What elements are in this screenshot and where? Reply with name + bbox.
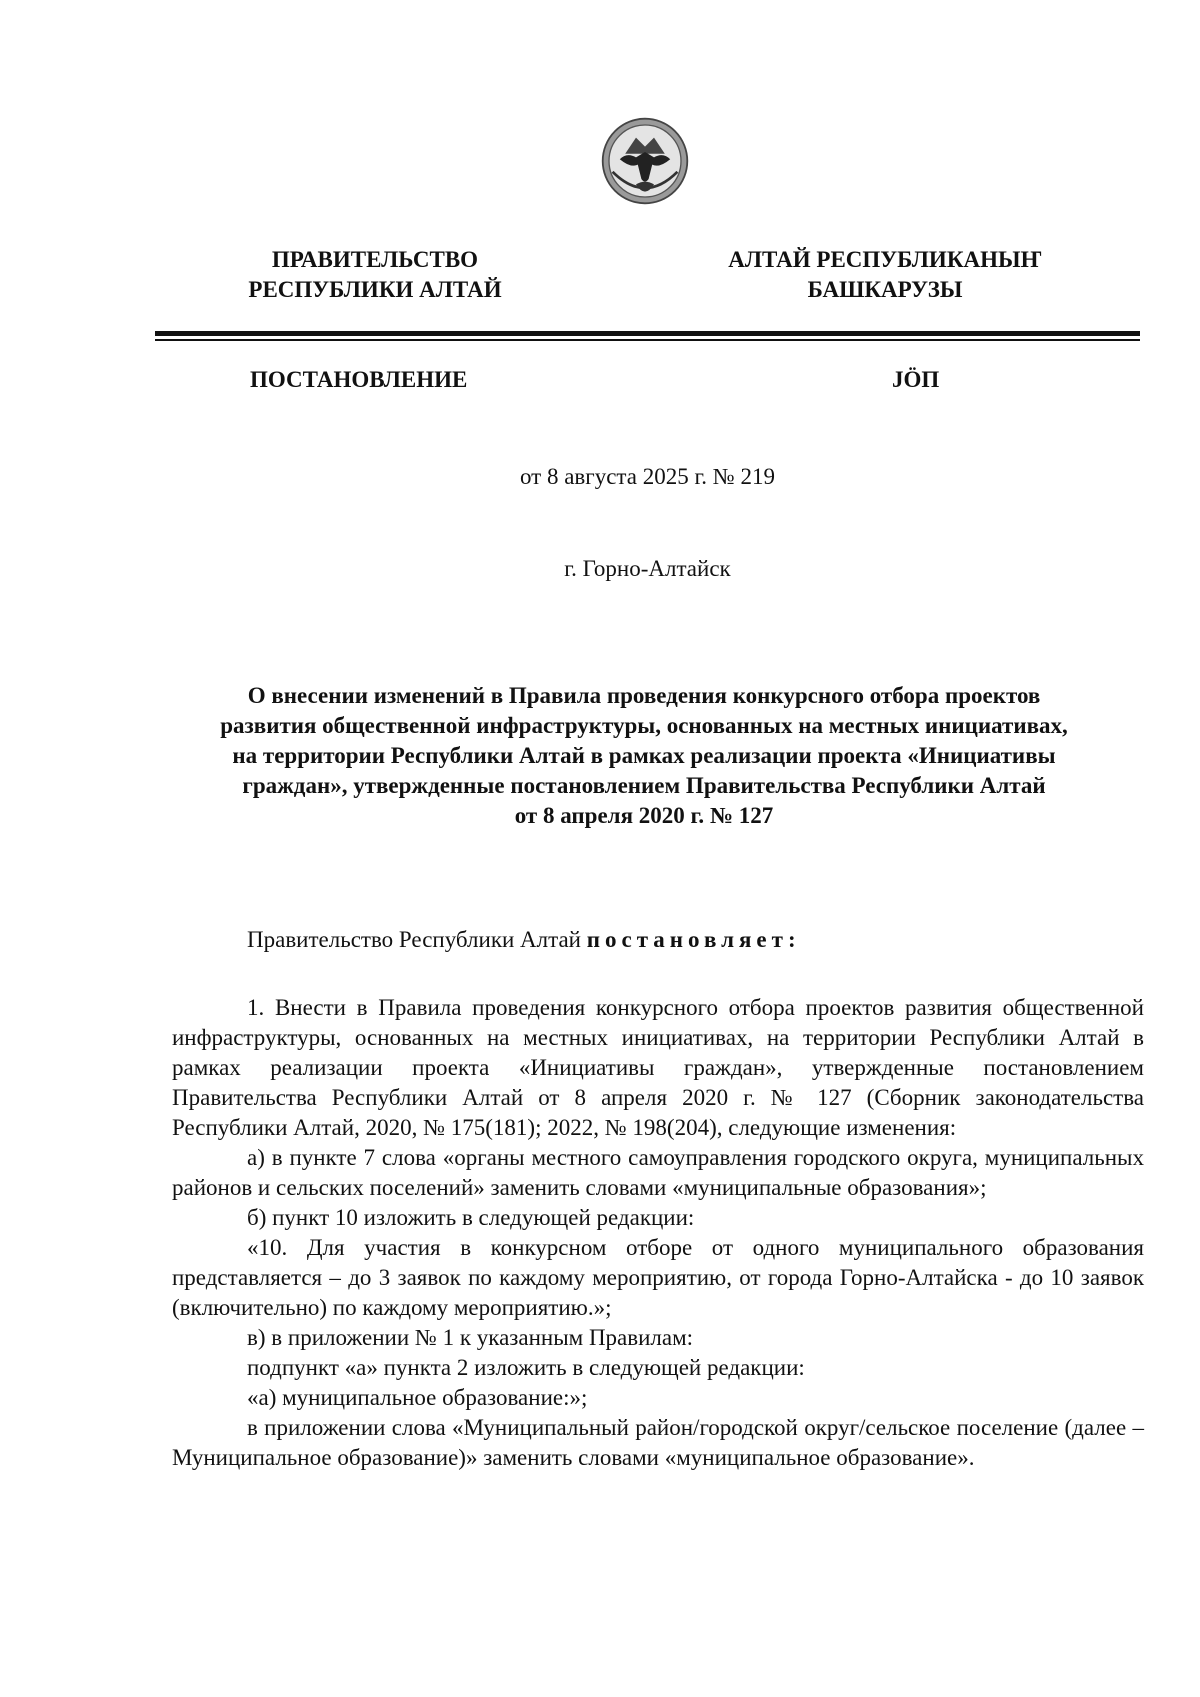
org-name-altai-line1: АЛТАЙ РЕСПУБЛИКАНЫҤ — [728, 247, 1042, 272]
org-name-russian-line2: РЕСПУБЛИКИ АЛТАЙ — [248, 277, 502, 302]
org-name-altai-line2: БАШКАРУЗЫ — [807, 277, 963, 302]
paragraph-a: а) в пункте 7 слова «органы местного самоуправления городского округа, муниципальных районов и сельских поселений» заменить словами «муниципальные образования»; — [172, 1145, 1144, 1200]
org-name-russian — [160, 245, 590, 305]
title-line: на территории Республики Алтай в рамках реализации проекта «Инициативы — [232, 743, 1056, 768]
header-divider-thick — [155, 331, 1140, 336]
paragraph-v-sub2: в приложении слова «Муниципальный район/городской округ/сельское поселение (далее – Муниципальное образование)» заменить словами «муниципальное образование». — [172, 1415, 1144, 1470]
org-name-altai — [690, 245, 1080, 305]
document-body — [172, 925, 1144, 1473]
resolution-lead — [172, 925, 1144, 955]
header-divider-thin — [155, 339, 1140, 341]
paragraph-b-text: «10. Для участия в конкурсном отборе от одного муниципального образования представляется – до 3 заявок по каждому мероприятию, от города Горно-Алтайска - до 10 заявок (включительно) по каждому мероприятию.»; — [172, 1235, 1144, 1320]
paragraph-b: б) пункт 10 изложить в следующей редакции: — [247, 1205, 695, 1230]
paragraph-v-sub1: подпункт «а» пункта 2 изложить в следующей редакции: — [247, 1355, 805, 1380]
org-name-russian-line1: ПРАВИТЕЛЬСТВО — [271, 247, 479, 272]
document-date-number: от 8 августа 2025 г. № 219 — [519, 464, 776, 489]
resolution-lead-text: Правительство Республики Алтай — [247, 927, 587, 952]
paragraph-v-sub1-text: «а) муниципальное образование:»; — [247, 1385, 588, 1410]
altai-republic-emblem-icon — [600, 116, 690, 206]
doc-type-altai: JÖП — [892, 367, 940, 392]
title-line: граждан», утвержденные постановлением Правительства Республики Алтай — [242, 773, 1046, 798]
title-line: развития общественной инфраструктуры, основанных на местных инициативах, — [220, 713, 1068, 738]
doc-type-russian: ПОСТАНОВЛЕНИЕ — [250, 367, 468, 392]
paragraph-v: в) в приложении № 1 к указанным Правилам: — [247, 1325, 694, 1350]
paragraph-1: 1. Внести в Правила проведения конкурсного отбора проектов развития общественной инфраструктуры, основанных на местных инициативах, на территории Республики Алтай в рамках реализации проекта «Инициативы граждан», утвержденные постановлением Правительства Республики Алтай от 8 апреля 2020 г. № 127 (Сборник законодательства Республики Алтай, 2020, № 175(181); 2022, № 198(204), следующие изменения: — [172, 995, 1144, 1140]
resolution-verb: постановляет: — [586, 927, 801, 952]
document-city: г. Горно-Алтайск — [564, 556, 731, 581]
document-title — [160, 681, 1128, 831]
title-line: от 8 апреля 2020 г. № 127 — [514, 803, 774, 828]
title-line: О внесении изменений в Правила проведения конкурсного отбора проектов — [247, 683, 1041, 708]
